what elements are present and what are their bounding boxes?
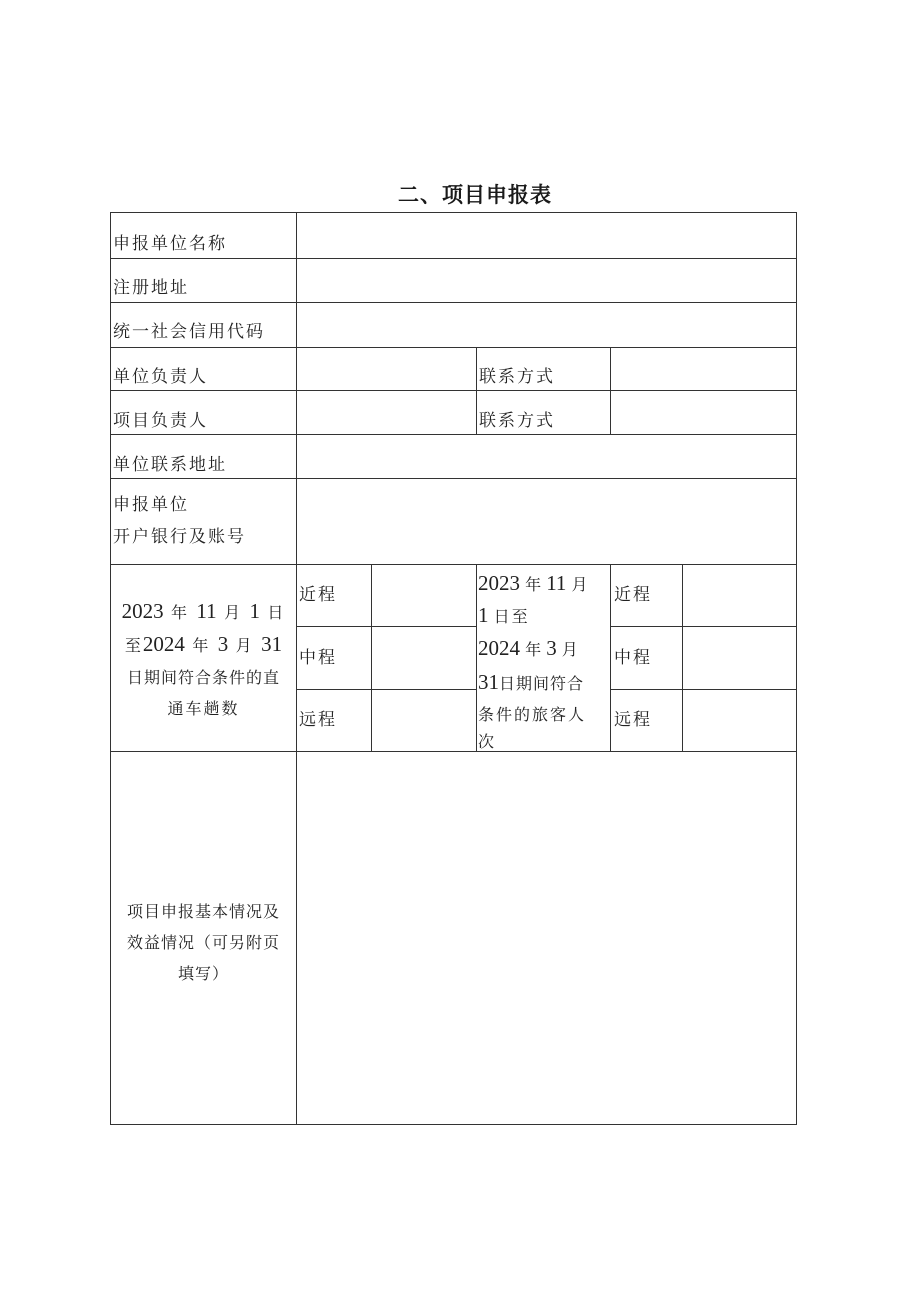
- column-divider: [610, 564, 611, 751]
- trip-count-line3: 日期间符合条件的直: [126, 668, 280, 687]
- short-range-trips-field[interactable]: [372, 565, 476, 626]
- unit-head-contact-field[interactable]: [611, 348, 797, 390]
- basic-info-label: [111, 896, 296, 989]
- project-head-field[interactable]: [297, 391, 476, 434]
- passenger-line5: 条件的旅客人: [478, 705, 587, 724]
- trip-count-line2: 至2024 年 3 月 31: [124, 632, 283, 656]
- short-range-label-passengers: 近程: [614, 585, 652, 605]
- long-range-passengers-field[interactable]: [683, 690, 797, 751]
- basic-info-line2: 效益情况（可另附页: [126, 933, 280, 952]
- passenger-count-label: [478, 568, 610, 754]
- passenger-line1: 2023 年 11 月: [478, 571, 588, 595]
- project-head-label: 项目负责人: [113, 411, 208, 431]
- bank-label-line2: 开户银行及账号: [113, 527, 246, 547]
- passenger-line6: 次: [478, 732, 495, 751]
- long-range-trips-field[interactable]: [372, 690, 476, 751]
- passenger-line3: 2024 年 3 月: [478, 636, 578, 660]
- short-range-passengers-field[interactable]: [683, 565, 797, 626]
- bank-label-line1: 申报单位: [113, 495, 189, 515]
- medium-range-trips-field[interactable]: [372, 627, 476, 689]
- trip-count-label: [111, 596, 296, 724]
- basic-info-field[interactable]: [297, 752, 797, 1125]
- long-range-label-trips: 远程: [299, 710, 337, 730]
- project-head-contact-field[interactable]: [611, 391, 797, 434]
- basic-info-line1: 项目申报基本情况及: [126, 902, 280, 921]
- medium-range-label-passengers: 中程: [614, 648, 652, 668]
- unit-name-field[interactable]: [297, 213, 797, 258]
- credit-code-label: 统一社会信用代码: [113, 322, 265, 342]
- unit-head-field[interactable]: [297, 348, 476, 390]
- registered-address-field[interactable]: [297, 259, 797, 302]
- passenger-line2: 1 日至: [478, 603, 530, 627]
- application-form-table: [110, 212, 797, 1125]
- long-range-label-passengers: 远程: [614, 710, 652, 730]
- trip-count-line4: 通车趟数: [167, 699, 240, 718]
- credit-code-field[interactable]: [297, 303, 797, 347]
- unit-name-label: 申报单位名称: [113, 234, 227, 254]
- unit-contact-address-field[interactable]: [297, 435, 797, 478]
- unit-head-contact-label: 联系方式: [479, 367, 555, 387]
- short-range-label-trips: 近程: [299, 585, 337, 605]
- column-divider: [476, 564, 477, 751]
- medium-range-passengers-field[interactable]: [683, 627, 797, 689]
- column-divider: [476, 347, 477, 435]
- page-title: 二、项目申报表: [398, 183, 552, 207]
- unit-contact-address-label: 单位联系地址: [113, 455, 227, 475]
- registered-address-label: 注册地址: [113, 278, 189, 298]
- project-head-contact-label: 联系方式: [479, 411, 555, 431]
- unit-head-label: 单位负责人: [113, 367, 208, 387]
- bank-account-field[interactable]: [297, 479, 797, 564]
- medium-range-label-trips: 中程: [299, 648, 337, 668]
- passenger-line4: 31日期间符合: [478, 670, 585, 694]
- basic-info-line3: 填写）: [177, 964, 229, 983]
- trip-count-line1: 2023 年 11 月 1 日: [121, 599, 286, 623]
